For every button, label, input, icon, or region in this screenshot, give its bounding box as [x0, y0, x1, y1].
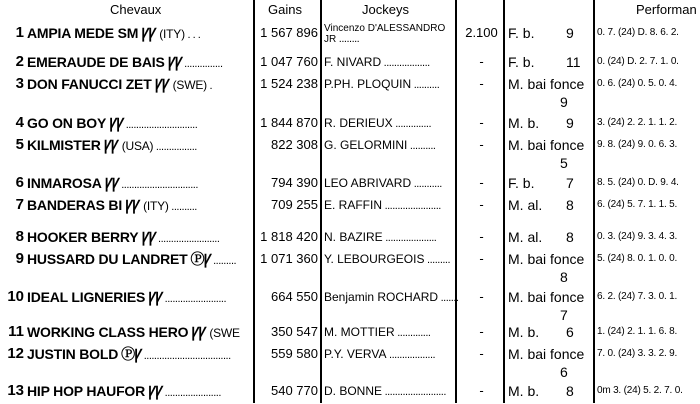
sex-coat: M. b. [508, 324, 540, 340]
horse-country: (USA) [121, 139, 154, 153]
horse-name: DON FANUCCI ZET [27, 76, 152, 92]
leader-dots: ........... [411, 178, 442, 190]
horse-name-cell [27, 380, 255, 404]
horse-name: WORKING CLASS HERO [27, 324, 189, 340]
jockey-name: LEO ABRIVARD [324, 176, 412, 190]
horse-odds: - [479, 115, 484, 130]
shoeing-icon: ꝨꝨ [148, 289, 163, 305]
table-row [0, 112, 700, 134]
horse-age: 8 [566, 383, 574, 399]
shoeing-icon: ꝨꝨ [125, 197, 140, 213]
leader-dots: .............................. [118, 179, 198, 191]
leader-dots: ...................... [382, 200, 441, 212]
leader-dots: ....... [438, 292, 459, 304]
jockey-name: R. DERIEUX [324, 116, 393, 130]
sex-coat-age-cell [508, 22, 594, 44]
sex-coat-age-cell [508, 112, 594, 134]
jockey-name: G. GELORMINI [324, 138, 408, 152]
horse-gains: 709 255 [271, 197, 318, 212]
shoeing-icon: ꝨꝨ [148, 383, 163, 399]
horse-performances: 1. (24) 2. 1. 1. 6. 8. [597, 326, 678, 337]
horse-age: 8 [560, 269, 568, 285]
table-row [0, 22, 700, 44]
shoeing-icon: ꝨꝨ [109, 115, 124, 131]
shoeing-icon: ꝨꝨ [167, 54, 182, 70]
column-header-performances: Performan [636, 2, 697, 17]
horse-name: HUSSARD DU LANDRET [27, 251, 188, 267]
horse-odds: - [479, 383, 484, 398]
runner-number: 11 [8, 323, 24, 340]
jockey-cell [324, 172, 454, 195]
horse-odds: - [479, 289, 484, 304]
horse-odds: - [479, 137, 484, 152]
table-row [0, 321, 700, 343]
table-row [0, 380, 700, 402]
jockey-cell [324, 51, 454, 74]
runner-number: 8 [15, 228, 24, 245]
horse-gains: 1 071 360 [260, 251, 318, 266]
horse-age: 7 [560, 307, 568, 323]
sex-coat-age-cell [508, 380, 594, 402]
horse-name-cell [27, 172, 255, 196]
sex-coat-age-cell [508, 172, 594, 194]
sex-coat-age-cell [508, 51, 594, 73]
jockey-cell [324, 73, 454, 96]
jockey-cell [324, 248, 454, 271]
horse-gains: 559 580 [271, 346, 318, 361]
horse-age: 9 [566, 115, 574, 131]
shoeing-icon: ⓅꝨ [121, 346, 142, 362]
horse-name-cell [27, 321, 255, 344]
leader-dots: ............... [181, 58, 223, 70]
shoeing-icon: ꝨꝨ [141, 229, 156, 245]
leader-dots: ...................... [162, 387, 221, 399]
horse-odds: - [479, 346, 484, 361]
jockey-name: E. RAFFIN [324, 198, 383, 212]
horse-name: HIP HOP HAUFOR [27, 383, 146, 399]
shoeing-icon: ꝨꝨ [104, 175, 119, 191]
shoeing-icon: ⓅꝨ [190, 251, 211, 267]
horse-country: (SWE [209, 326, 240, 340]
runner-number: 12 [7, 345, 24, 362]
table-row [0, 51, 700, 73]
sex-coat: M. bai fonce [508, 76, 585, 92]
horse-odds: - [479, 54, 484, 69]
leader-dots: ................ [153, 141, 197, 153]
horse-name-cell [27, 248, 255, 272]
horse-name-cell [27, 194, 255, 218]
leader-dots: ............................ [123, 119, 198, 131]
horse-name: IDEAL LIGNERIES [27, 289, 146, 305]
horse-odds: - [479, 324, 484, 339]
horse-age: 11 [566, 54, 581, 70]
horse-country: (ITY) [159, 27, 185, 41]
jockey-name: N. BAZIRE [324, 230, 383, 244]
sex-coat: M. bai fonce [508, 251, 585, 267]
horse-performances: 6. (24) 5. 7. 1. 1. 5. [597, 199, 678, 210]
sex-coat-age-cell [508, 248, 594, 285]
column-header-chevaux: Chevaux [110, 2, 162, 17]
horse-name: BANDERAS BI [27, 197, 123, 213]
horse-odds: - [479, 229, 484, 244]
horse-performances: 0. 3. (24) 9. 3. 4. 3. [597, 231, 678, 242]
table-row [0, 134, 700, 171]
leader-dots: .................... [382, 232, 437, 244]
horse-gains: 794 390 [271, 175, 318, 190]
table-row [0, 343, 700, 380]
jockey-name: P.Y. VERVA [324, 347, 387, 361]
horse-age: 9 [566, 25, 574, 41]
jockey-cell [324, 286, 459, 309]
jockey-name: M. MOTTIER [324, 325, 395, 339]
leader-dots: . . . [184, 29, 201, 41]
horse-age: 8 [566, 197, 574, 213]
horse-performances: 0. (24) D. 2. 7. 1. 0. [597, 56, 679, 67]
horse-performances: 0. 6. (24) 0. 5. 0. 4. [597, 78, 678, 89]
horse-age: 9 [560, 94, 568, 110]
leader-dots: ............. [394, 327, 431, 339]
horse-name: AMPIA MEDE SM [27, 25, 139, 41]
jockey-cell [324, 380, 454, 403]
horse-name-cell [27, 134, 255, 158]
shoeing-icon: ꝨꝨ [154, 76, 169, 92]
leader-dots: .................. [386, 349, 436, 361]
horse-name-cell [27, 286, 255, 310]
runner-number: 9 [15, 250, 24, 267]
horse-performances: 0m 3. (24) 5. 2. 7. 0. [597, 385, 683, 396]
horse-performances: 0. 7. (24) D. 8. 6. 2. [597, 27, 679, 38]
runner-number: 10 [7, 288, 24, 305]
leader-dots: .............. [392, 118, 432, 130]
leader-dots: ........................ [162, 293, 227, 305]
jockey-name: Y. LEBOURGEOIS [324, 252, 425, 266]
horse-gains: 1 844 870 [260, 115, 318, 130]
horse-country: (ITY) [143, 199, 169, 213]
horse-odds: - [479, 197, 484, 212]
horse-gains: 664 550 [271, 289, 318, 304]
jockey-name: P.PH. PLOQUIN [324, 77, 412, 91]
sex-coat: M. al. [508, 197, 543, 213]
leader-dots: ........ [336, 33, 360, 45]
jockey-cell [324, 321, 454, 344]
sex-coat-age-cell [508, 343, 594, 380]
jockey-name: Benjamin ROCHARD [324, 290, 439, 304]
table-row [0, 226, 700, 248]
sex-coat-age-cell [508, 134, 594, 171]
jockey-cell [324, 134, 454, 157]
horse-age: 5 [560, 155, 568, 171]
jockey-cell [324, 343, 454, 366]
horse-age: 7 [566, 175, 574, 191]
shoeing-icon: ꝨꝨ [103, 137, 118, 153]
jockey-cell [324, 194, 454, 217]
runner-number: 2 [15, 53, 24, 70]
horse-name: KILMISTER [27, 137, 101, 153]
horse-gains: 1 047 760 [260, 54, 318, 69]
horse-gains: 1 818 420 [260, 229, 318, 244]
sex-coat: F. b. [508, 54, 535, 70]
jockey-cell [324, 22, 454, 45]
sex-coat: M. bai fonce [508, 137, 585, 153]
runner-number: 7 [15, 196, 24, 213]
runner-number: 6 [15, 174, 24, 191]
horse-name-cell [27, 73, 255, 97]
sex-coat: M. b. [508, 383, 540, 399]
leader-dots: .......... [411, 79, 440, 91]
sex-coat-age-cell [508, 73, 594, 110]
sex-coat: F. b. [508, 25, 535, 41]
horse-age: 6 [560, 364, 568, 380]
leader-dots: ......... [210, 255, 237, 267]
leader-dots: .................. [381, 57, 430, 69]
table-row [0, 286, 700, 323]
shoeing-icon: ꝨꝨ [141, 25, 156, 41]
sex-coat-age-cell [508, 286, 594, 323]
sex-coat-age-cell [508, 194, 594, 216]
table-row [0, 73, 700, 110]
horse-gains: 1 524 238 [260, 76, 318, 91]
horse-name: HOOKER BERRY [27, 229, 139, 245]
runner-number: 5 [15, 136, 24, 153]
runner-number: 13 [7, 382, 24, 399]
horse-performances: 6. 2. (24) 7. 3. 0. 1. [597, 291, 678, 302]
leader-dots: .......... [168, 201, 197, 213]
shoeing-icon: ꝨꝨ [191, 324, 206, 340]
sex-coat: M. b. [508, 115, 540, 131]
sex-coat-age-cell [508, 226, 594, 248]
leader-dots: ........................ [155, 233, 220, 245]
sex-coat: M. al. [508, 229, 543, 245]
horse-age: 6 [566, 324, 574, 340]
sex-coat-age-cell [508, 321, 594, 343]
leader-dots: ......... [424, 254, 451, 266]
sex-coat: M. bai fonce [508, 289, 585, 305]
horse-gains: 1 567 896 [260, 25, 318, 40]
horse-gains: 822 308 [271, 137, 318, 152]
column-header-jockeys: Jockeys [362, 2, 409, 17]
table-row [0, 172, 700, 194]
table-row [0, 194, 700, 216]
horse-name-cell [27, 22, 255, 46]
jockey-cell [324, 226, 454, 249]
jockey-name: F. NIVARD [324, 55, 382, 69]
sex-coat: F. b. [508, 175, 535, 191]
horse-odds: 2.100 [465, 25, 498, 40]
horse-performances: 7. 0. (24) 3. 3. 2. 9. [597, 348, 678, 359]
horse-odds: - [479, 175, 484, 190]
horse-performances: 3. (24) 2. 2. 1. 1. 2. [597, 117, 678, 128]
runner-number: 1 [15, 24, 24, 41]
jockey-cell [324, 112, 454, 135]
sex-coat: M. bai fonce [508, 346, 585, 362]
table-row [0, 248, 700, 285]
horse-age: 8 [566, 229, 574, 245]
jockey-name: D. BONNE [324, 384, 383, 398]
leader-dots: .................................. [141, 350, 231, 362]
horse-name: EMERAUDE DE BAIS [27, 54, 165, 70]
runner-number: 3 [15, 75, 24, 92]
column-header-gains: Gains [268, 2, 302, 17]
runner-number: 4 [15, 114, 24, 131]
horse-name-cell [27, 226, 255, 250]
horse-name: INMAROSA [27, 175, 102, 191]
horse-performances: 5. (24) 8. 0. 1. 0. 0. [597, 253, 678, 264]
horse-gains: 540 770 [271, 383, 318, 398]
leader-dots: . [206, 80, 213, 92]
horse-gains: 350 547 [271, 324, 318, 339]
horse-name-cell [27, 112, 255, 136]
horse-name: GO ON BOY [27, 115, 107, 131]
horse-name-cell [27, 343, 255, 367]
leader-dots: ........................ [382, 386, 446, 398]
horse-performances: 8. 5. (24) 0. D. 9. 4. [597, 177, 679, 188]
horse-name: JUSTIN BOLD [27, 346, 119, 362]
leader-dots: .......... [407, 140, 436, 152]
horse-performances: 9. 8. (24) 9. 0. 6. 3. [597, 139, 678, 150]
horse-odds: - [479, 76, 484, 91]
jockey-name: Vincenzo D'ALESSANDRO JR [324, 23, 446, 45]
horse-country: (SWE) [172, 78, 207, 92]
horse-odds: - [479, 251, 484, 266]
horse-name-cell [27, 51, 255, 75]
